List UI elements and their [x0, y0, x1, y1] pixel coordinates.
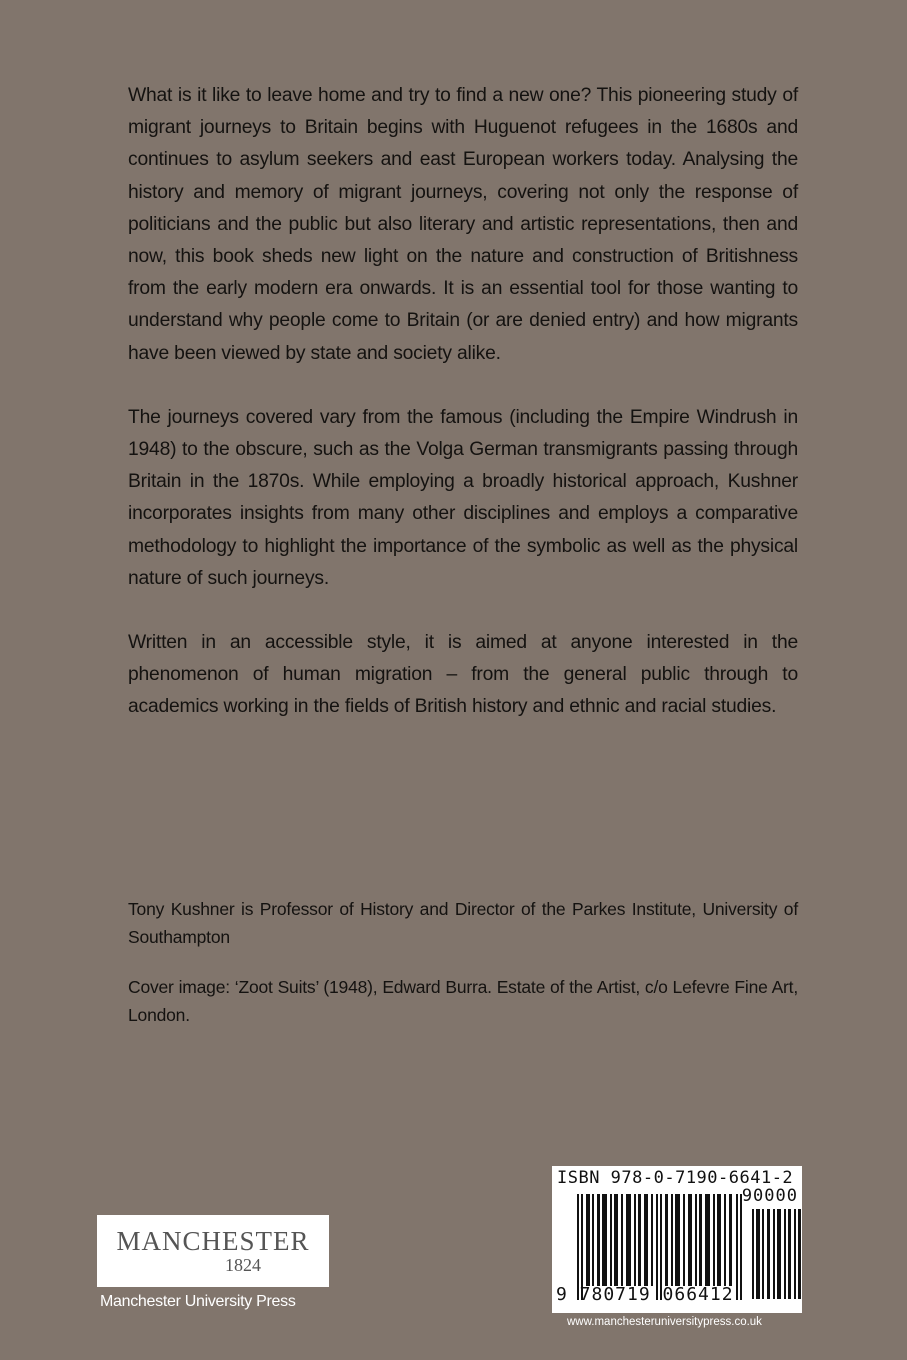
- price-addon-label: 90000: [741, 1186, 798, 1206]
- blurb-paragraph-3: Written in an accessible style, it is aimed at anyone interested in the phenomenon of human migration – from the general public through to academics working in the fields of British history and ethnic and racial studies.: [128, 632, 798, 718]
- isbn-barcode: [552, 1166, 802, 1313]
- blurb-paragraph-2: The journeys covered vary from the famous (including the Empire Windrush in 1948) to the obscure, such as the Volga German transmigrants passing through Britain in the 1870s. While employing a broadly historical approach, Kushner incorporates insights from many other disciplines and employs a comparative methodology to highlight the importance of the symbolic as well as the physical nature of such journeys.: [128, 406, 798, 589]
- ean-digits: 9 780719 066412: [556, 1284, 734, 1305]
- publisher-logo: [97, 1215, 329, 1287]
- isbn-label: ISBN 978-0-7190-6641-2: [557, 1168, 794, 1188]
- logo-wordmark: MANCHESTER: [116, 1226, 310, 1256]
- publisher-url: www.manchesteruniversitypress.co.uk: [567, 1316, 762, 1328]
- blurb-paragraph-1: What is it like to leave home and try to find a new one? This pioneering study of migrant journeys to Britain begins with Huguenot refugees in the 1680s and continues to asylum seekers and east European workers today. Analysing the history and memory of migrant journeys, covering not only the response of politicians and the public but also literary and artistic representations, then and now, this book sheds new light on the nature and construction of Britishness from the early modern era onwards. It is an essential tool for those wanting to understand why people come to Britain (or are denied entry) and how migrants have been viewed by state and society alike.: [128, 85, 798, 364]
- credits: [128, 895, 798, 1051]
- blurb: [128, 80, 798, 756]
- cover-credit: Cover image: ‘Zoot Suits’ (1948), Edward Burra. Estate of the Artist, c/o Lefevre Fine Art, London.: [128, 977, 798, 1025]
- author-bio: Tony Kushner is Professor of History and Director of the Parkes Institute, University of Southampton: [128, 899, 798, 947]
- publisher-name: Manchester University Press: [100, 1293, 296, 1310]
- logo-year: 1824: [225, 1255, 261, 1275]
- addon-bars-icon: [752, 1209, 802, 1299]
